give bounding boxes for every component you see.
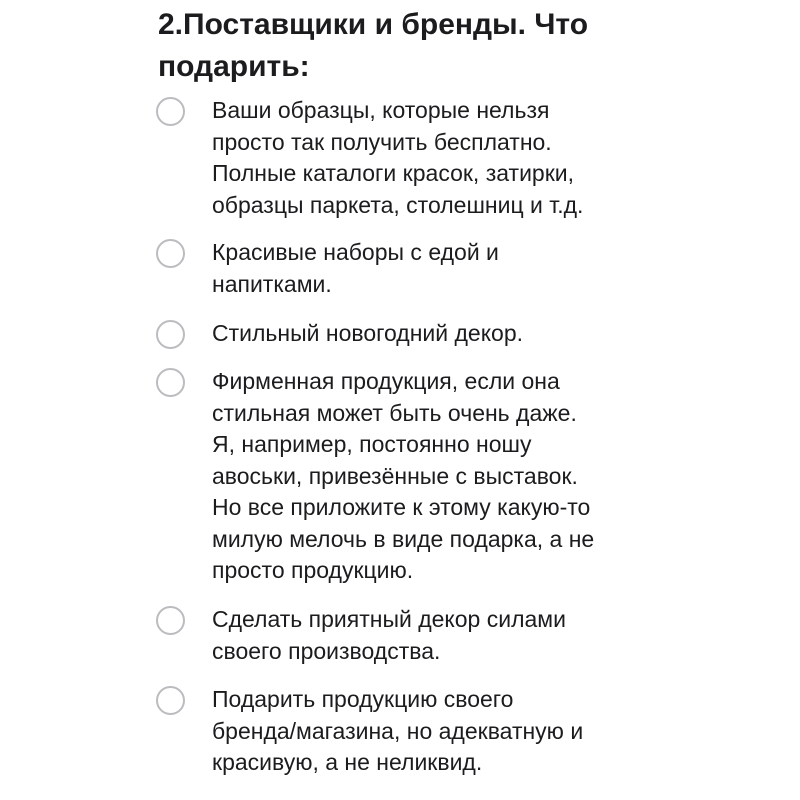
checkbox-circle-icon[interactable] [156,606,185,635]
checklist-item-text[interactable]: Красивые наборы с едой и напитками. [212,239,499,297]
checklist-item-text[interactable]: Стильный новогодний декор. [212,320,523,346]
checklist-item-text[interactable]: Сделать приятный декор силами своего производства. [212,606,566,664]
checklist-item-text[interactable]: Фирменная продукция, если она стильная может быть очень даже. Я, например, постоянно ношу авоськи, привезённые с выставок. Но все приложите к этому какую-то милую мелочь в виде подарка, а не просто продукцию. [212,368,595,583]
checklist-item-text[interactable]: Ваши образцы, которые нельзя просто так получить бесплатно. Полные каталоги красок, затирки, образцы паркета, столешниц и т.д. [212,97,584,218]
checkbox-circle-icon[interactable] [156,239,185,268]
checkbox-circle-icon[interactable] [156,320,185,349]
checkbox-circle-icon[interactable] [156,368,185,397]
note-title[interactable]: 2.Поставщики и бренды. Что подарить: [158,8,589,83]
checkbox-circle-icon[interactable] [156,97,185,126]
checkbox-circle-icon[interactable] [156,686,185,715]
checklist-item-text[interactable]: Подарить продукцию своего бренда/магазина, но адекватную и красивую, а не неликвид. [212,686,584,775]
